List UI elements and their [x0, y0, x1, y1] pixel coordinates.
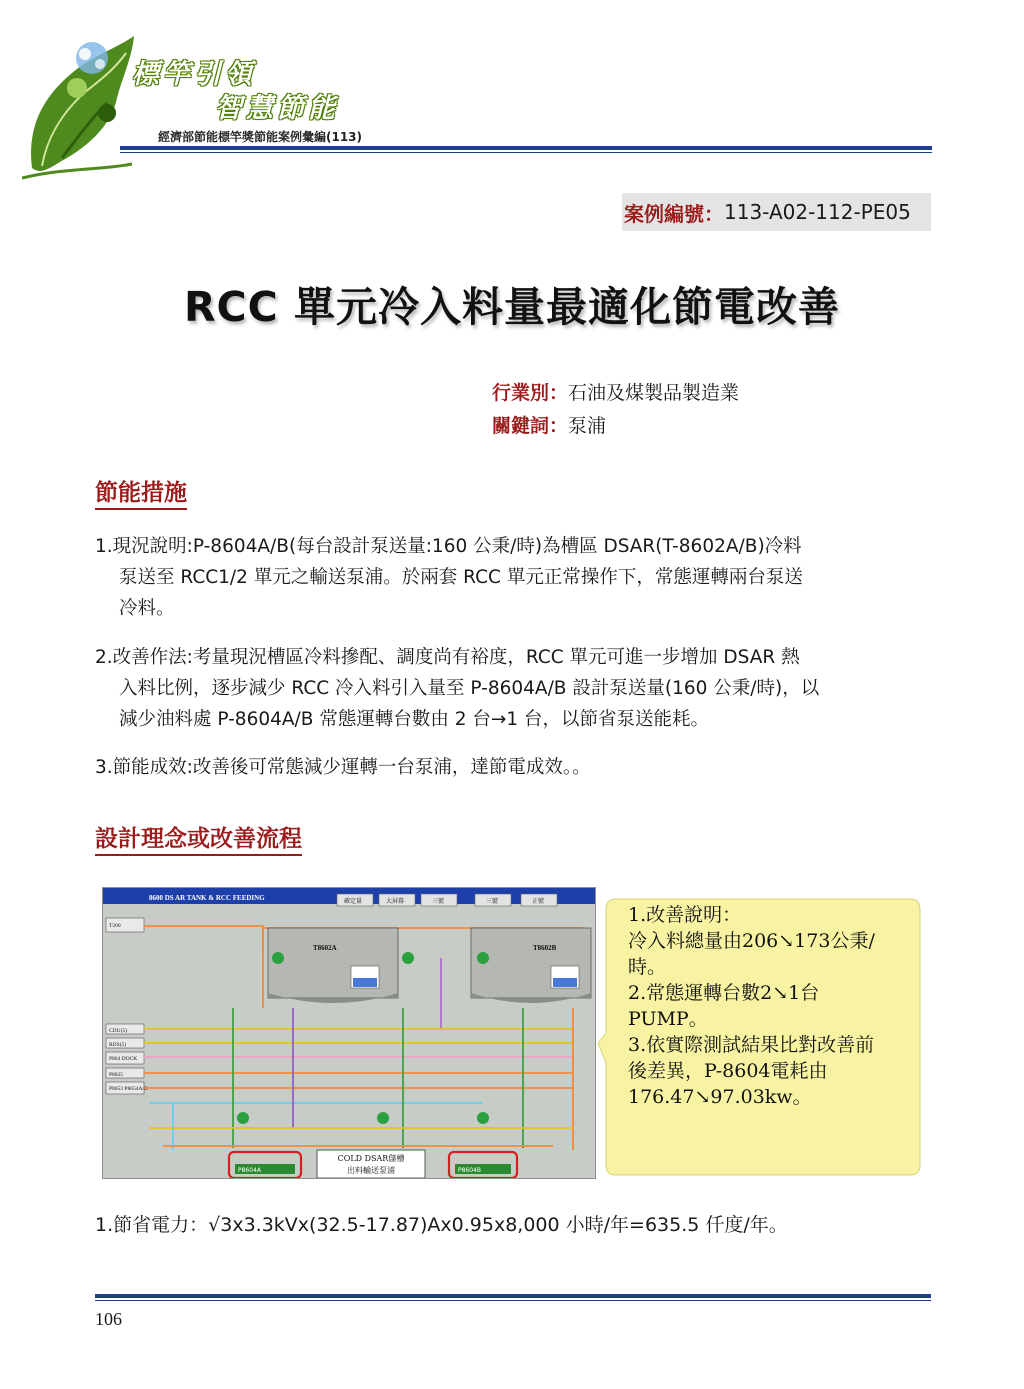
pump-right-highlight	[449, 1152, 517, 1178]
header-title-line2: 智慧節能	[215, 93, 339, 124]
callout-line: 1.改善說明：	[628, 904, 742, 926]
callout-line: 176.47↘97.03kw。	[628, 1086, 812, 1108]
paragraph-current-status	[95, 531, 931, 624]
energy-saving-formula: 1.節省電力：√3x3.3kVx(32.5-17.87)Ax0.95x8,000 小時/年=635.5 仟度/年。	[95, 1214, 788, 1236]
callout-line: 3.依實際測試結果比對改善前	[628, 1034, 875, 1056]
paragraph-line: 泵送至 RCC1/2 單元之輸送泵浦。於兩套 RCC 單元正常操作下，常態運轉兩台泵送	[119, 567, 803, 588]
paragraph-line: 2.改善作法:考量現況槽區冷料摻配、調度尚有裕度，RCC 單元可進一步增加 DSAR 熱	[95, 647, 800, 668]
inlet-label: P8653 P8654A/B	[109, 1086, 148, 1092]
footer-rule-thin	[95, 1300, 931, 1301]
paragraph-line: 入料比例，逐步減少 RCC 冷入料引入量至 P-8604A/B 設計泵送量(160 公秉/時)，以	[119, 678, 820, 699]
callout-line: 冷入料總量由206↘173公秉/	[628, 930, 875, 952]
pump-caption-line2: 出料輸送泵浦	[347, 1166, 395, 1175]
header-title-line1: 標竿引領	[132, 59, 256, 90]
page-number: 106	[95, 1309, 122, 1329]
callout-text	[628, 902, 918, 1110]
header-rule	[120, 146, 932, 150]
tank-left-label: T8602A	[313, 944, 337, 952]
diagram-button-bar	[337, 894, 557, 906]
case-number-label: 案例編號：	[624, 201, 724, 226]
section-heading-measures: 節能措施	[95, 474, 187, 510]
industry-value: 石油及煤製品製造業	[568, 382, 740, 404]
paragraph-line: 3.節能成效:改善後可常態減少運轉一台泵浦，達節電成效。。	[95, 757, 591, 778]
section-heading-design: 設計理念或改善流程	[95, 820, 302, 856]
keyword-label: 關鍵詞：	[492, 415, 569, 437]
header-subtitle: 經濟部節能標竿獎節能案例彙編(113)	[158, 130, 363, 144]
paragraph-improvement-method	[95, 642, 931, 735]
diagram-button-label: 三號	[432, 898, 445, 905]
pump-caption-line1: COLD DSAR儲槽	[337, 1154, 405, 1163]
inlet-label: CDU(5)	[109, 1028, 128, 1034]
pump-left-highlight	[229, 1152, 301, 1178]
diagram-button-label: 正號	[532, 898, 545, 905]
paragraph-line: 減少油料處 P-8604A/B 常態運轉台數由 2 台→1 台，以節省泵送能耗。	[119, 709, 710, 730]
inlet-label: RDS(5)	[109, 1042, 127, 1048]
case-number-box	[622, 193, 931, 231]
keyword-row	[492, 411, 606, 438]
inlet-label: P864 DOCK	[109, 1056, 138, 1062]
pump-right-label: P8604B	[458, 1167, 482, 1174]
callout-line: 後差異，P-8604電耗由	[628, 1060, 828, 1082]
header-rule-thin	[120, 152, 932, 153]
footer-rule	[95, 1294, 931, 1298]
header-logo	[22, 18, 192, 183]
callout-line: PUMP。	[628, 1008, 708, 1030]
inlet-label: T200	[109, 923, 121, 929]
process-diagram	[102, 887, 596, 1179]
inlet-label: P8625	[109, 1072, 124, 1078]
inlet-labels	[106, 918, 148, 1094]
diagram-button-label: 確定量	[344, 898, 363, 905]
diagram-button-label: 大屏幕	[386, 898, 405, 905]
industry-label: 行業別：	[492, 382, 569, 404]
diagram-title: 8600 DS AR TANK & RCC FEEDING	[149, 894, 265, 902]
industry-row	[492, 378, 739, 405]
tank-right-label: T8602B	[533, 944, 557, 952]
tank-left	[268, 928, 398, 1003]
case-number-value: 113-A02-112-PE05	[724, 200, 911, 224]
keyword-value: 泵浦	[568, 415, 607, 437]
pump-left-label: P8604A	[238, 1167, 261, 1174]
paragraph-energy-result	[95, 752, 931, 783]
process-diagram-svg	[103, 888, 596, 1179]
callout-line: 時。	[628, 956, 667, 978]
tank-right	[471, 928, 591, 1003]
paragraph-line: 1.現況說明:P-8604A/B(每台設計泵送量:160 公秉/時)為槽區 DSAR(T-8602A/B)冷料	[95, 536, 802, 557]
callout-line: 2.常態運轉台數2↘1台	[628, 982, 820, 1004]
paragraph-line: 冷料。	[119, 598, 175, 619]
diagram-button-label: 三號	[486, 898, 499, 905]
page-title: RCC 單元冷入料量最適化節電改善	[183, 283, 841, 331]
